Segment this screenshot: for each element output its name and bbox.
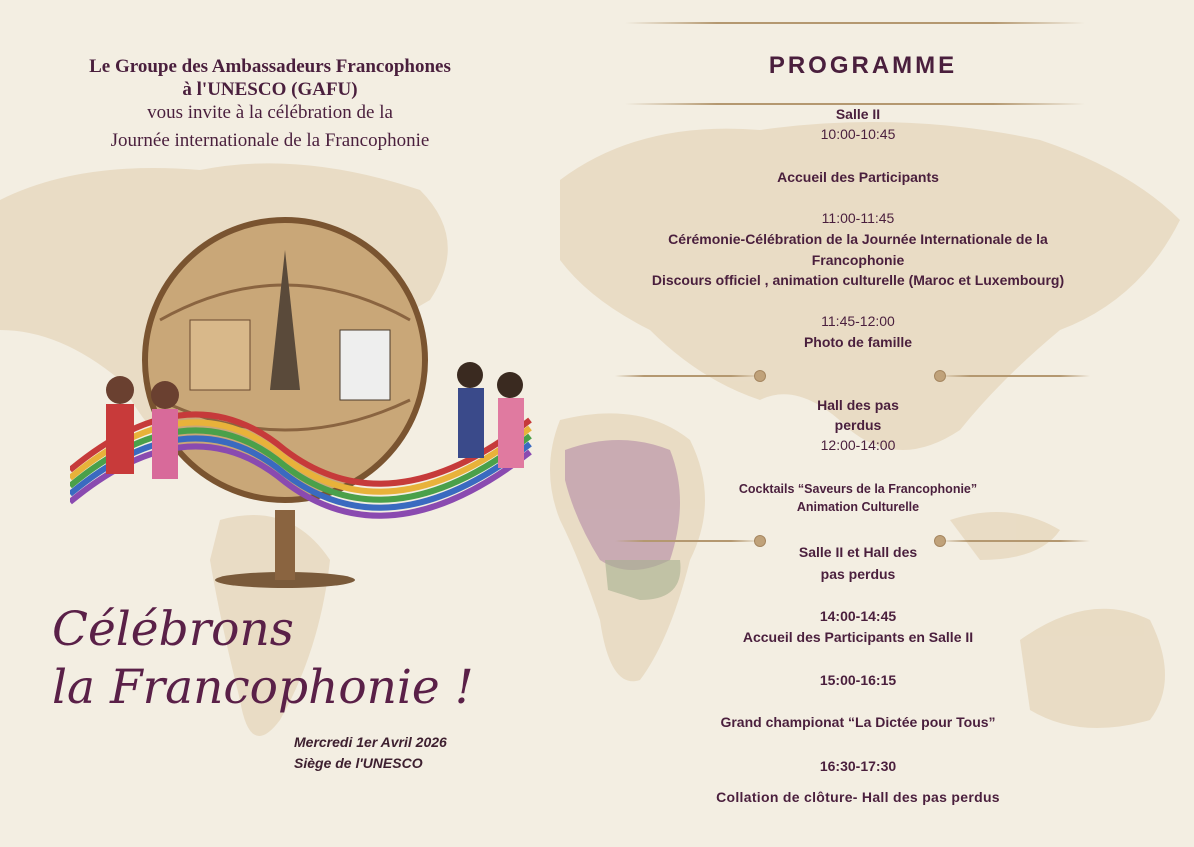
- programme-time: 16:30-17:30: [819, 758, 897, 774]
- invite-line-2: Journée internationale de la Francophonie: [110, 130, 430, 151]
- programme-line: Cérémonie-Célébration de la Journée Internationale de la: [668, 231, 1048, 247]
- host-line-2: à l'UNESCO (GAFU): [182, 79, 358, 100]
- programme-line: Collation de clôture- Hall des pas perdus: [716, 789, 1000, 805]
- invite-line-1: vous invite à la célébration de la: [147, 102, 393, 123]
- programme-line: Hall des pas: [817, 397, 899, 413]
- programme-line: Salle II et Hall des: [798, 544, 918, 560]
- host-line-1: Le Groupe des Ambassadeurs Francophones: [89, 56, 451, 77]
- programme-line: perdus: [834, 417, 882, 433]
- programme-time: 10:00-10:45: [820, 126, 896, 142]
- programme-time: 15:00-16:15: [819, 672, 897, 688]
- globe-illustration: [70, 190, 540, 590]
- programme-time: 12:00-14:00: [820, 437, 896, 453]
- programme-time: 14:00-14:45: [819, 608, 897, 624]
- divider: [625, 22, 1085, 24]
- programme-line: Salle II: [835, 106, 881, 122]
- programme-line: Francophonie: [811, 252, 905, 268]
- divider-dot: [754, 535, 766, 547]
- divider: [615, 540, 760, 542]
- event-date: Mercredi 1er Avril 2026: [294, 734, 447, 750]
- programme-time: 11:00-11:45: [821, 210, 895, 226]
- programme-title: PROGRAMME: [768, 52, 958, 79]
- programme-line: Photo de famille: [803, 334, 913, 350]
- programme-line: Grand championat “La Dictée pour Tous”: [720, 714, 996, 730]
- divider-dot: [754, 370, 766, 382]
- programme-line: Accueil des Participants en Salle II: [742, 629, 974, 645]
- divider: [940, 375, 1090, 377]
- headline-line-1: Célébrons: [52, 602, 294, 657]
- programme-line: Accueil des Participants: [777, 169, 939, 185]
- programme-line: Animation Culturelle: [796, 500, 920, 514]
- divider: [625, 103, 1085, 105]
- programme-line: Discours officiel , animation culturelle (Maroc et Luxembourg): [651, 272, 1065, 288]
- divider: [940, 540, 1090, 542]
- headline-line-2: la Francophonie !: [52, 660, 474, 715]
- programme-line: Cocktails “Saveurs de la Francophonie”: [738, 482, 978, 496]
- event-venue: Siège de l'UNESCO: [294, 755, 423, 771]
- programme-time: 11:45-12:00: [821, 313, 895, 329]
- programme-line: pas perdus: [820, 566, 896, 582]
- divider: [615, 375, 760, 377]
